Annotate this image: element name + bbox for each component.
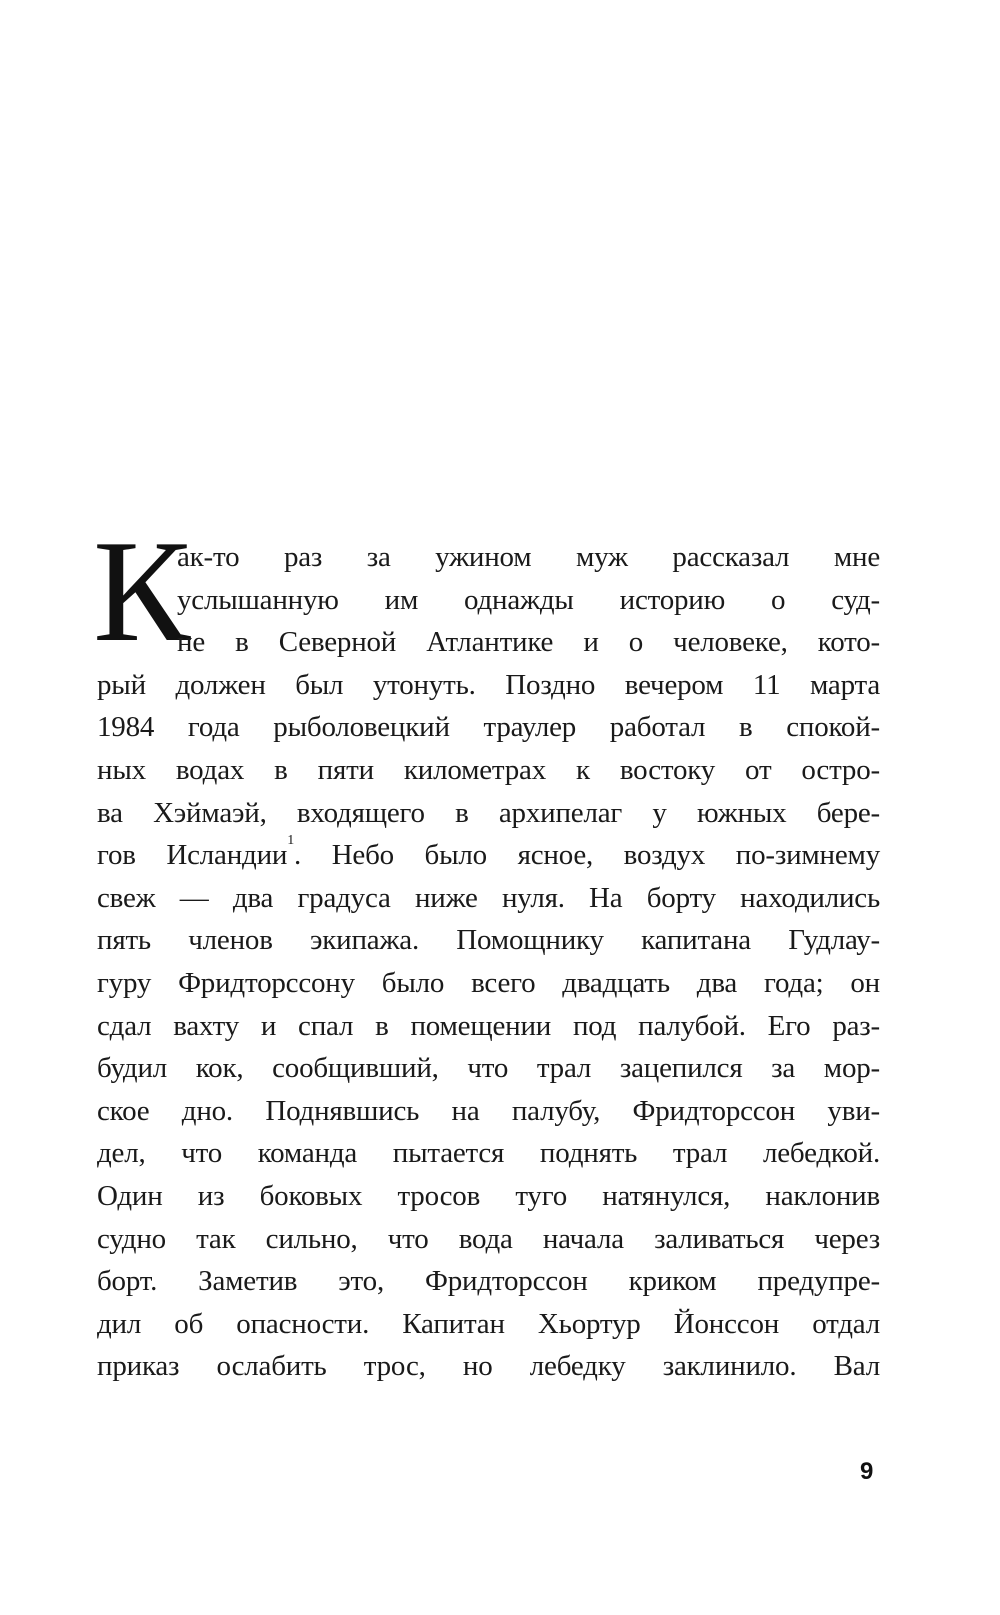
text-line: рый должен был утонуть. Поздно вечером 11 марта xyxy=(97,668,880,701)
text-line: будил кок, сообщивший, что трал зацепился за мор- xyxy=(97,1052,880,1085)
text-line: свеж — два градуса ниже нуля. На борту находились xyxy=(97,881,880,914)
text-line: гуру Фридторссону было всего двадцать два года; он xyxy=(97,966,880,999)
text-line: 1984 года рыболовецкий траулер работал в спокой- xyxy=(97,711,880,744)
text-line: приказ ослабить трос, но лебедку заклинило. Вал xyxy=(97,1350,880,1383)
text-line: ва Хэймаэй, входящего в архипелаг у южных бере- xyxy=(97,796,880,829)
page-number: 9 xyxy=(860,1458,874,1485)
text-fragment: . Небо было ясное, воздух по-зимнему xyxy=(294,839,880,872)
text-line: ных водах в пяти километрах к востоку от остро- xyxy=(97,753,880,786)
text-line: дел, что команда пытается поднять трал лебедкой. xyxy=(97,1137,880,1170)
text-line: не в Северной Атлантике и о человеке, кото- xyxy=(177,626,880,659)
text-line xyxy=(97,834,880,877)
text-line: борт. Заметив это, Фридторссон криком предупре- xyxy=(97,1265,880,1298)
text-line: дил об опасности. Капитан Хьортур Йонссон отдал xyxy=(97,1307,880,1340)
text-line: услышанную им однажды историю о суд- xyxy=(177,583,880,616)
text-line: ак-то раз за ужином муж рассказал мне xyxy=(177,541,880,573)
footnote-mark[interactable]: 1 xyxy=(287,833,295,849)
text-line: Один из боковых тросов туго натянулся, наклонив xyxy=(97,1179,880,1212)
text-line: судно так сильно, что вода начала заливаться через xyxy=(97,1222,880,1255)
text-line: сдал вахту и спал в помещении под палубой. Его раз- xyxy=(97,1009,880,1042)
drop-cap: К xyxy=(93,510,191,672)
text-fragment: гов Исландии xyxy=(97,839,288,872)
text-line: пять членов экипажа. Помощнику капитана Гудлау- xyxy=(97,924,880,957)
text-line: ское дно. Поднявшись на палубу, Фридторссон уви- xyxy=(97,1094,880,1127)
body-text xyxy=(97,536,880,1388)
